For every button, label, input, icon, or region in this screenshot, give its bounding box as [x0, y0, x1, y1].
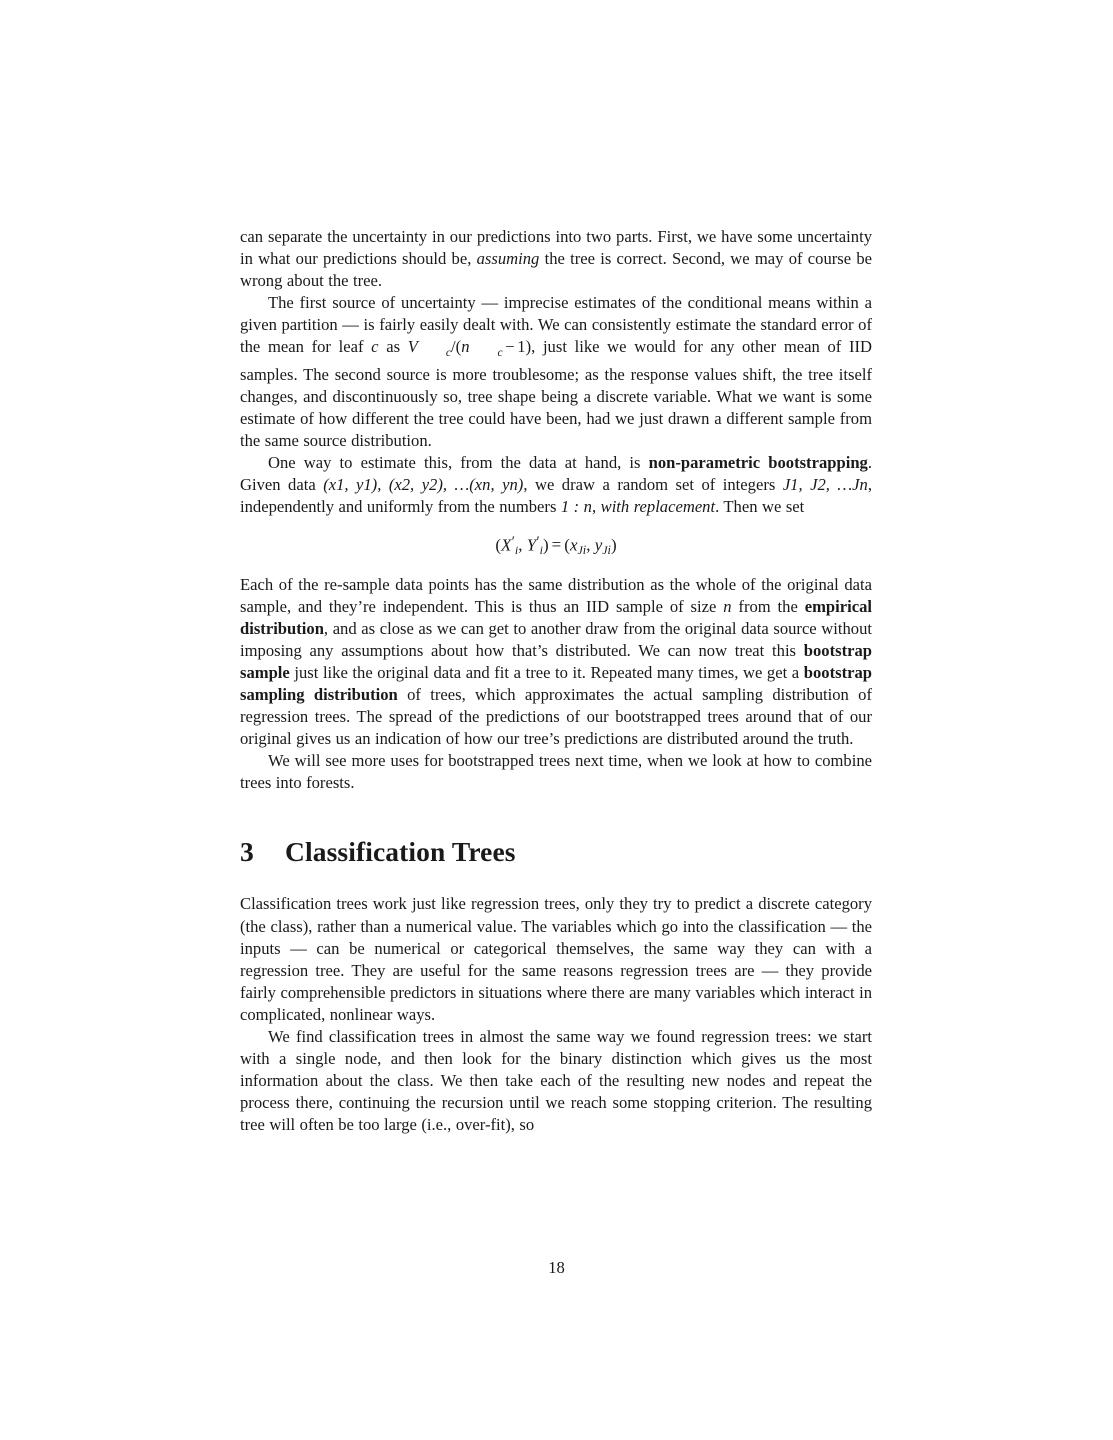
- paragraph-6: Classification trees work just like regression trees, only they try to predict a discrete category (the class), rather than a numerical value. The variables which go into the classification — the inputs — can be numerical or categorical themselves, the same way they can with a regression tree. They are useful for the same reasons regression trees are — they provide fairly comprehensible predictors in situations where there are many variables which interact in complicated, nonlinear ways.: [240, 894, 872, 1024]
- paragraph-1: [240, 226, 872, 292]
- paragraph-2-part-c: just like we would for any other mean of IID samples. The second source is more troublesome; as the response values shift, the tree itself changes, and discontinuously so, tree shape being a discrete variable. What we want is some estimate of how different the tree could have been, had we just drawn a different sample from the same source distribution.: [240, 337, 872, 450]
- math-V: V: [407, 337, 418, 357]
- equation-rhs-open-paren: (: [564, 535, 570, 555]
- paragraph-3-part-d: , independently and uniformly from the numbers: [240, 475, 873, 517]
- paragraph-3: [240, 452, 872, 518]
- equation-rhs-close-paren: ): [610, 535, 617, 555]
- equation-x: x: [569, 535, 578, 555]
- math-V-subscript: c: [445, 345, 452, 359]
- paragraph-2-part-b: as: [378, 337, 408, 357]
- paragraph-3-part-e: ,: [591, 497, 601, 517]
- paragraph-3-part-f: . Then we set: [715, 497, 805, 517]
- paragraph-4-part-a: Each of the re-sample data points has the same distribution as the whole of the original data sample, and they’re independent. This is thus an IID sample of size: [240, 574, 872, 617]
- paragraph-3-part-c: , we draw a random set of integers: [523, 475, 783, 494]
- paragraph-5: We will see more uses for bootstrapped trees next time, when we look at how to combine trees into forests.: [240, 751, 872, 793]
- display-equation: [240, 518, 872, 574]
- equation-X: X: [501, 535, 512, 555]
- math-slash-paren: /(: [451, 337, 462, 357]
- equation-y-subsubscript-i: i: [607, 542, 611, 557]
- section-heading: [240, 835, 872, 869]
- paragraph-4: [240, 574, 872, 750]
- section-title: Classification Trees: [285, 836, 516, 868]
- paragraph-7: We find classification trees in almost the same way we found regression trees: we start with a single node, and then look for the binary distinction which gives us the most information about the class. We then take each of the resulting new nodes and repeat the process there, continuing the recursion until we reach some stopping criterion. The resulting tree will often be too large (i.e., over-fit), so: [240, 1026, 872, 1134]
- equation-y-subscript-J: J: [602, 542, 608, 557]
- equation-Y-subscript: i: [539, 542, 543, 557]
- math-data-tuples: (x1, y1), (x2, y2), …(xn, yn): [323, 475, 524, 494]
- math-sample-size-n: n: [723, 597, 732, 617]
- page-number: 18: [548, 1258, 565, 1277]
- paragraph-4-part-d: just like the original data and fit a tree to it. Repeated many times, we get a: [289, 663, 804, 683]
- paragraph-3-part-b: . Given data: [240, 452, 872, 494]
- math-one: 1: [517, 337, 526, 357]
- equation-rhs-comma: ,: [586, 535, 595, 555]
- math-minus-operator: −: [505, 337, 515, 357]
- equation-lhs-comma: ,: [518, 535, 527, 555]
- paragraph-1-part-a: can separate the uncertainty in our predictions into two parts. First, we have some uncertainty in what our predictions should be,: [240, 227, 872, 269]
- paragraph-1-part-b: the tree is correct. Second, we may of course be wrong about the tree.: [240, 249, 873, 291]
- paragraph-4-part-c: , and as close as we can get to another draw from the original data source without imposing any assumptions about how that’s distributed. We can now treat this: [240, 619, 872, 661]
- math-leaf-c: c: [371, 337, 379, 357]
- heading-spacer-below: [240, 869, 872, 893]
- math-close-paren: ),: [525, 337, 536, 357]
- page-content: [240, 226, 872, 1136]
- paragraph-4-part-b: from the: [731, 597, 805, 617]
- equation-Y-prime: ′: [536, 534, 540, 551]
- section-number: 3: [240, 836, 254, 868]
- term-bootstrap-sampling-distribution: bootstrap sampling distribution: [240, 663, 872, 705]
- equation-lhs-close-paren: ): [542, 535, 549, 555]
- math-range-1-n: 1 : n: [560, 497, 592, 517]
- term-bootstrap-sample: bootstrap sample: [240, 641, 872, 683]
- equation-x-subsubscript-i: i: [582, 542, 587, 557]
- paragraph-4-part-e: of trees, which approximates the actual sampling distribution of regression trees. The spread of the predictions of our bootstrapped trees around that of our original gives us an indication of how our tree’s predictions are distributed around the truth.: [240, 685, 872, 749]
- term-non-parametric-bootstrapping: non-parametric bootstrapping: [648, 452, 868, 472]
- equation-x-subscript-J: J: [577, 542, 583, 557]
- term-empirical-distribution: empirical distribution: [240, 597, 872, 639]
- math-n-subscript: c: [497, 345, 503, 359]
- paragraph-1-italic-assuming: assuming: [476, 249, 540, 269]
- equation-X-prime: ′: [511, 534, 515, 551]
- paragraph-2: [240, 292, 872, 452]
- paragraph-2-part-a: The first source of uncertainty — imprecise estimates of the conditional means within a given partition — is fairly easily dealt with. We can consistently estimate the standard error of the mean for leaf: [240, 293, 872, 357]
- equation-equals-sign: =: [551, 535, 562, 555]
- equation-lhs-open-paren: (: [495, 535, 502, 555]
- equation-X-subscript: i: [514, 542, 519, 557]
- italic-with-replacement: with replacement: [600, 497, 716, 517]
- heading-spacer-above: [240, 794, 872, 835]
- math-integers-J: J1, J2, …Jn: [782, 475, 868, 494]
- equation-Y: Y: [526, 535, 537, 555]
- math-n: n: [461, 337, 470, 357]
- equation-y: y: [594, 535, 603, 555]
- paragraph-3-part-a: One way to estimate this, from the data at hand, is: [268, 452, 649, 472]
